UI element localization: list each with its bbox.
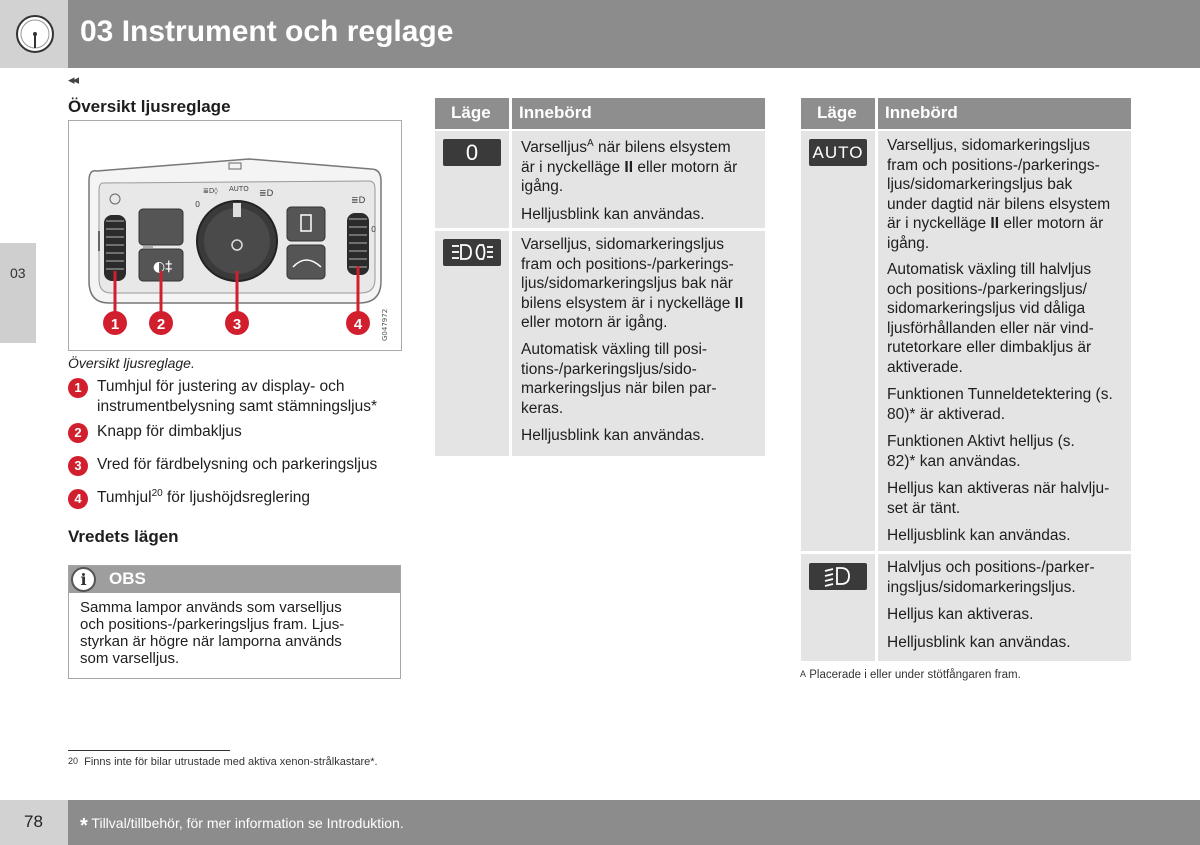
callout-1-label: 1 bbox=[110, 316, 120, 333]
footnote-ref[interactable]: 20 bbox=[151, 487, 163, 499]
row-text: Automatisk växling till halvljus och positions-/parkeringsljus/ sidomarkeringsljus vid dåliga ljusförhållanden eller när vind- rutetorkare eller dimbakljus är aktiverade. bbox=[887, 261, 1094, 376]
info-icon: i bbox=[71, 567, 96, 592]
obs-text bbox=[80, 599, 395, 667]
zero-label-left: 0 bbox=[195, 200, 201, 209]
row-text: Varselljus$^A$ när bilens elsystem är i nyckelläge II eller motorn är igång. bbox=[521, 137, 738, 195]
row-text: Helljus kan aktiveras. bbox=[887, 606, 1034, 623]
light-panel-illustration bbox=[69, 121, 401, 350]
row-text: Halvljus och positions-/parker- ingsljus/sidomarkeringsljus. bbox=[887, 559, 1095, 596]
obs-line: styrkan är högre när lamporna används bbox=[80, 633, 342, 650]
page-footnote: 20 Finns inte för bilar utrustade med aktiva xenon-strålkastare*. bbox=[68, 756, 378, 768]
overview-heading: Översikt ljusreglage bbox=[68, 97, 231, 116]
light-control-figure bbox=[68, 120, 402, 351]
legend-number: 1 bbox=[68, 378, 88, 398]
footnote-divider bbox=[68, 750, 230, 751]
footnote-ref[interactable]: A bbox=[587, 137, 594, 149]
legend-number: 3 bbox=[68, 456, 88, 476]
legend-number: 2 bbox=[68, 423, 88, 443]
footer-note: * Tillval/tillbehör, för mer information se Introduktion. bbox=[80, 815, 404, 837]
col-header-mode: Läge bbox=[451, 103, 491, 122]
row-text: Helljusblink kan användas. bbox=[521, 427, 705, 444]
page-title: 03 Instrument och reglage bbox=[80, 15, 454, 48]
legend-text: Tumhjul för justering av display- och bbox=[97, 378, 345, 395]
row-text: Funktionen Tunneldetektering (s. 80)* är aktiverad. bbox=[887, 386, 1113, 423]
table-row bbox=[801, 554, 1131, 661]
obs-line: Samma lampor används som varselljus bbox=[80, 599, 342, 616]
col-header-mode: Läge bbox=[817, 103, 857, 122]
callout-3-label: 3 bbox=[232, 316, 242, 333]
figure-caption: Översikt ljusreglage. bbox=[68, 355, 195, 371]
obs-line: som varselljus. bbox=[80, 650, 180, 667]
col-header-meaning: Innebörd bbox=[519, 103, 592, 122]
mode-table-right bbox=[801, 98, 1131, 663]
legend-text: instrumentbelysning samt stämningsljus* bbox=[97, 397, 377, 415]
section-heading: Vredets lägen bbox=[68, 527, 179, 546]
table-row bbox=[435, 131, 765, 228]
svg-text:≣D◊: ≣D◊ bbox=[203, 187, 218, 195]
auto-label: AUTO bbox=[229, 185, 249, 193]
svg-text:≣D: ≣D bbox=[259, 189, 274, 199]
mode-zero-icon: 0 bbox=[443, 139, 501, 166]
row-text: Helljus kan aktiveras när halvlju- set är tänt. bbox=[887, 480, 1110, 517]
table-header bbox=[801, 98, 1131, 129]
chapter-tab[interactable] bbox=[0, 243, 36, 343]
legend-text: Knapp för dimbakljus bbox=[97, 423, 242, 440]
obs-title: OBS bbox=[109, 569, 146, 588]
callout-4-label: 4 bbox=[353, 316, 363, 333]
table-row bbox=[435, 231, 765, 456]
row-text: Varselljus, sidomarkeringsljus fram och positions-/parkerings- ljus/sidomarkeringsljus bak när bilens elsystem är i nyckelläge II eller motorn är igång. bbox=[521, 236, 744, 331]
page-number: 78 bbox=[24, 812, 43, 831]
mode-table-left bbox=[435, 98, 765, 456]
svg-text:≣D: ≣D bbox=[351, 196, 366, 206]
table-header bbox=[435, 98, 765, 129]
low-beam-icon bbox=[809, 563, 867, 590]
row-text: Helljusblink kan användas. bbox=[887, 634, 1071, 651]
page-header bbox=[0, 0, 1200, 68]
legend-text: Tumhjul bbox=[97, 489, 152, 506]
table-footnote: A Placerade i eller under stötfångaren fram. bbox=[800, 669, 1021, 681]
obs-line: och positions-/parkeringsljus fram. Ljus- bbox=[80, 616, 345, 633]
legend-number: 4 bbox=[68, 489, 88, 509]
gauge-icon bbox=[15, 14, 55, 54]
callout-2-label: 2 bbox=[156, 316, 166, 333]
row-text: Varselljus, sidomarkeringsljus fram och positions-/parkerings- ljus/sidomarkeringsljus bak under dagtid när bilens elsystem är i nyckelläge II eller motorn är igång. bbox=[887, 137, 1111, 252]
col-header-meaning: Innebörd bbox=[885, 103, 958, 122]
obs-header bbox=[69, 566, 400, 593]
obs-note bbox=[68, 565, 401, 679]
row-text: Helljusblink kan användas. bbox=[521, 206, 705, 223]
mode-auto-icon: AUTO bbox=[809, 139, 867, 166]
row-text: Helljusblink kan användas. bbox=[887, 527, 1071, 544]
chapter-tab-label: 03 bbox=[10, 265, 26, 281]
back-nav-icon[interactable]: ◂◂ bbox=[68, 72, 78, 87]
figure-code: G047972 bbox=[381, 308, 389, 341]
row-text: Funktionen Aktivt helljus (s. 82)* kan användas. bbox=[887, 433, 1075, 470]
legend-text: för ljushöjdsreglering bbox=[162, 489, 311, 506]
row-text: Automatisk växling till posi- tions-/parkeringsljus/sido- markeringsljus när bilen par- keras. bbox=[521, 341, 717, 417]
header-icon-area bbox=[0, 0, 68, 68]
svg-text:◐‡: ◐‡ bbox=[153, 259, 173, 275]
table-row bbox=[801, 131, 1131, 551]
zero-label-right: 0 bbox=[371, 225, 377, 234]
legend-text: Vred för färdbelysning och parkeringsljus bbox=[97, 456, 378, 473]
position-lights-icon bbox=[443, 239, 501, 266]
